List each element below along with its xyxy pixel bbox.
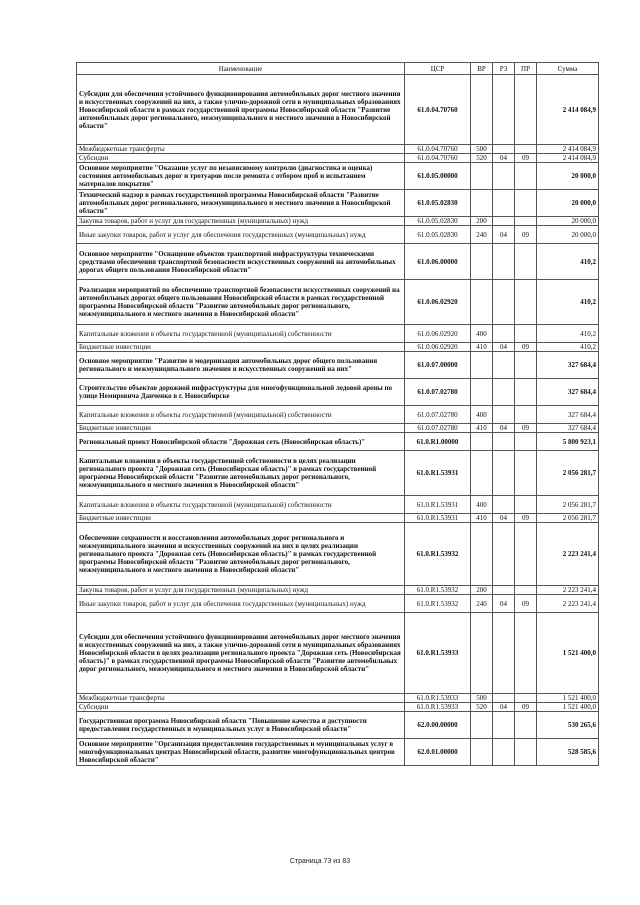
cell-csr: 61.0.07.02780 (405, 379, 471, 406)
cell-rz (493, 523, 515, 586)
cell-csr: 61.0.05.00000 (405, 163, 471, 190)
cell-pr: 09 (515, 514, 537, 523)
cell-csr: 61.0.R1.53933 (405, 703, 471, 712)
cell-rz (493, 75, 515, 145)
cell-rz (493, 451, 515, 496)
cell-csr: 61.0.05.02830 (405, 190, 471, 217)
cell-pr: 09 (515, 703, 537, 712)
cell-pr (515, 75, 537, 145)
cell-vr (471, 352, 493, 379)
table-row (77, 75, 599, 145)
cell-sum: 2 414 084,9 (537, 154, 599, 163)
cell-csr: 61.0.06.02920 (405, 343, 471, 352)
cell-rz: 04 (493, 514, 515, 523)
cell-pr (515, 325, 537, 343)
cell-csr: 61.0.R1.00000 (405, 433, 471, 451)
cell-vr: 520 (471, 154, 493, 163)
table-row (77, 586, 599, 595)
cell-vr (471, 244, 493, 280)
cell-pr (515, 244, 537, 280)
cell-name: Капитальные вложения в объекты государственной (муниципальной) собственности (77, 496, 405, 514)
cell-rz: 04 (493, 703, 515, 712)
cell-vr: 400 (471, 325, 493, 343)
cell-name: Строительство объектов дорожной инфраструктуры для многофункциональной ледовой арены по улице Немировича Данченко в г. Новосибирске (77, 379, 405, 406)
cell-rz: 04 (493, 424, 515, 433)
cell-name: Субсидии для обеспечения устойчивого функционирования автомобильных дорог местного значения и искусственных сооружений на них, а также улично-дорожной сети в муниципальных образованиях Новосибирской области в рамках государственной программы Новосибирской области "Развитие автомобильных дорог регионального, межмуниципального и местного значения в Новосибирской области" (77, 75, 405, 145)
cell-sum: 327 684,4 (537, 406, 599, 424)
cell-csr: 61.0.R1.53931 (405, 451, 471, 496)
cell-csr: 61.0.04.70760 (405, 75, 471, 145)
budget-table (76, 62, 599, 766)
cell-vr (471, 613, 493, 694)
cell-name: Бюджетные инвестиции (77, 343, 405, 352)
cell-csr: 61.0.R1.53933 (405, 613, 471, 694)
cell-sum: 2 223 241,4 (537, 586, 599, 595)
cell-vr: 400 (471, 406, 493, 424)
cell-sum: 1 521 400,0 (537, 694, 599, 703)
cell-name: Основное мероприятие "Оснащение объектов транспортной инфраструктуры техническими средствами обеспечения транспортной безопасности искусственных сооружений на автомобильных дорогах общего пользования Новосибирской области" (77, 244, 405, 280)
cell-vr: 200 (471, 586, 493, 595)
cell-pr (515, 190, 537, 217)
cell-vr: 410 (471, 514, 493, 523)
cell-name: Региональный проект Новосибирской области "Дорожная сеть (Новосибирская область)" (77, 433, 405, 451)
cell-pr (515, 739, 537, 766)
cell-sum: 528 585,6 (537, 739, 599, 766)
cell-rz (493, 379, 515, 406)
cell-vr: 200 (471, 217, 493, 226)
cell-rz (493, 280, 515, 325)
budget-table-container (76, 62, 598, 766)
table-row (77, 694, 599, 703)
cell-pr (515, 352, 537, 379)
cell-pr (515, 586, 537, 595)
cell-pr (515, 163, 537, 190)
cell-sum: 410,2 (537, 343, 599, 352)
table-row (77, 433, 599, 451)
cell-rz (493, 613, 515, 694)
cell-sum: 410,2 (537, 325, 599, 343)
cell-csr: 62.0.01.00000 (405, 739, 471, 766)
cell-sum: 20 000,0 (537, 226, 599, 244)
cell-vr: 410 (471, 424, 493, 433)
table-row (77, 406, 599, 424)
cell-sum: 1 521 400,0 (537, 703, 599, 712)
cell-rz (493, 352, 515, 379)
table-body (77, 75, 599, 766)
cell-csr: 61.0.07.02780 (405, 406, 471, 424)
cell-pr (515, 406, 537, 424)
cell-name: Основное мероприятие "Развитие и модернизация автомобильных дорог общего пользования регионального и межмуниципального значения и искусственных сооружений на них" (77, 352, 405, 379)
cell-vr (471, 433, 493, 451)
header-pr: ПР (515, 63, 537, 75)
cell-csr: 61.0.05.02830 (405, 217, 471, 226)
cell-sum: 20 000,0 (537, 163, 599, 190)
cell-pr: 09 (515, 226, 537, 244)
cell-csr: 61.0.04.70760 (405, 154, 471, 163)
cell-rz: 04 (493, 226, 515, 244)
cell-rz (493, 325, 515, 343)
table-row (77, 226, 599, 244)
cell-pr (515, 523, 537, 586)
cell-pr: 09 (515, 595, 537, 613)
cell-name: Реализация мероприятий по обеспечению транспортной безопасности искусственных сооружений на автомобильных дорогах общего пользования Новосибирской области в рамках государственной программы Новосибирской области "Развитие автомобильных дорог регионального, межмуниципального и местного значения в Новосибирской области" (77, 280, 405, 325)
cell-pr (515, 496, 537, 514)
cell-csr: 61.0.06.00000 (405, 244, 471, 280)
cell-sum: 20 000,0 (537, 217, 599, 226)
cell-csr: 61.0.07.00000 (405, 352, 471, 379)
table-row (77, 352, 599, 379)
cell-rz (493, 244, 515, 280)
header-vr: ВР (471, 63, 493, 75)
cell-csr: 61.0.R1.53932 (405, 595, 471, 613)
cell-sum: 327 684,4 (537, 379, 599, 406)
cell-name: Основное мероприятие "Организация предоставления государственных и муниципальных услуг в многофункциональных центрах Новосибирской области, развитие многофункциональных центров Новосибирской области" (77, 739, 405, 766)
cell-pr (515, 217, 537, 226)
cell-rz: 04 (493, 595, 515, 613)
cell-rz (493, 712, 515, 739)
cell-pr (515, 145, 537, 154)
cell-sum: 530 265,6 (537, 712, 599, 739)
cell-vr: 240 (471, 226, 493, 244)
cell-csr: 61.0.05.02830 (405, 226, 471, 244)
cell-name: Субсидии (77, 154, 405, 163)
table-row (77, 739, 599, 766)
table-row (77, 190, 599, 217)
cell-name: Бюджетные инвестиции (77, 514, 405, 523)
cell-name: Межбюджетные трансферты (77, 145, 405, 154)
cell-csr: 61.0.R1.53931 (405, 496, 471, 514)
table-header-row (77, 63, 599, 75)
cell-vr (471, 451, 493, 496)
cell-pr (515, 613, 537, 694)
cell-sum: 20 000,0 (537, 190, 599, 217)
cell-rz (493, 163, 515, 190)
table-row (77, 514, 599, 523)
cell-csr: 61.0.R1.53932 (405, 586, 471, 595)
table-row (77, 163, 599, 190)
cell-sum: 5 800 923,1 (537, 433, 599, 451)
cell-csr: 61.0.04.70760 (405, 145, 471, 154)
cell-vr: 400 (471, 496, 493, 514)
cell-sum: 2 056 281,7 (537, 451, 599, 496)
cell-pr (515, 433, 537, 451)
cell-vr (471, 163, 493, 190)
cell-vr (471, 739, 493, 766)
cell-vr: 500 (471, 145, 493, 154)
cell-rz (493, 217, 515, 226)
table-row (77, 244, 599, 280)
cell-pr: 09 (515, 154, 537, 163)
header-name: Наименование (77, 63, 405, 75)
table-row (77, 595, 599, 613)
cell-name: Основное мероприятие "Оказание услуг по независимому контролю (диагностика и оценка) состояния автомобильных дорог и тротуаров после ремонта с отбором проб и испытанием материалов покрытия" (77, 163, 405, 190)
cell-pr (515, 694, 537, 703)
cell-vr (471, 75, 493, 145)
table-row (77, 424, 599, 433)
table-row (77, 613, 599, 694)
page-number: Страница 73 из 83 (289, 858, 351, 865)
cell-name: Капитальные вложения в объекты государственной (муниципальной) собственности (77, 406, 405, 424)
cell-sum: 2 056 281,7 (537, 514, 599, 523)
cell-vr: 240 (471, 595, 493, 613)
cell-name: Иные закупки товаров, работ и услуг для обеспечения государственных (муниципальных) нужд (77, 226, 405, 244)
cell-rz (493, 694, 515, 703)
cell-name: Закупка товаров, работ и услуг для государственных (муниципальных) нужд (77, 586, 405, 595)
cell-name: Технический надзор в рамках государственной программы Новосибирской области "Развитие автомобильных дорог регионального, межмуниципального и местного значения в Новосибирской области" (77, 190, 405, 217)
cell-pr: 09 (515, 343, 537, 352)
cell-name: Бюджетные инвестиции (77, 424, 405, 433)
cell-csr: 61.0.06.02920 (405, 280, 471, 325)
table-row (77, 217, 599, 226)
cell-name: Капитальные вложения в объекты государственной собственности в целях реализации регионального проекта "Дорожная сеть (Новосибирская область)" в рамках государственной программы Новосибирской области "Развитие автомобильных дорог регионального, межмуниципального и местного значения в Новосибирской области" (77, 451, 405, 496)
header-csr: ЦСР (405, 63, 471, 75)
cell-sum: 410,2 (537, 280, 599, 325)
cell-sum: 327 684,4 (537, 424, 599, 433)
header-rz: РЗ (493, 63, 515, 75)
cell-sum: 1 521 400,0 (537, 613, 599, 694)
cell-sum: 327 684,4 (537, 352, 599, 379)
cell-sum: 410,2 (537, 244, 599, 280)
cell-pr (515, 280, 537, 325)
cell-rz: 04 (493, 154, 515, 163)
cell-vr (471, 379, 493, 406)
cell-vr: 410 (471, 343, 493, 352)
cell-rz (493, 406, 515, 424)
cell-csr: 61.0.R1.53933 (405, 694, 471, 703)
cell-pr (515, 379, 537, 406)
cell-pr: 09 (515, 424, 537, 433)
cell-name: Закупка товаров, работ и услуг для государственных (муниципальных) нужд (77, 217, 405, 226)
cell-rz (493, 496, 515, 514)
cell-vr: 520 (471, 703, 493, 712)
cell-vr (471, 712, 493, 739)
cell-name: Обеспечение сохранности и восстановления автомобильных дорог регионального и межмуниципального значения и искусственных сооружений на них в целях реализации регионального проекта "Дорожная сеть (Новосибирская область)" в рамках государственной программы Новосибирской области "Развитие автомобильных дорог регионального, межмуниципального и местного значения в Новосибирской области" (77, 523, 405, 586)
cell-sum: 2 414 084,9 (537, 75, 599, 145)
cell-sum: 2 414 084,9 (537, 145, 599, 154)
cell-sum: 2 223 241,4 (537, 595, 599, 613)
cell-vr: 500 (471, 694, 493, 703)
cell-rz: 04 (493, 343, 515, 352)
cell-csr: 62.0.00.00000 (405, 712, 471, 739)
table-row (77, 496, 599, 514)
cell-rz (493, 433, 515, 451)
table-row (77, 280, 599, 325)
cell-pr (515, 712, 537, 739)
table-row (77, 712, 599, 739)
table-row (77, 145, 599, 154)
cell-csr: 61.0.R1.53932 (405, 523, 471, 586)
cell-rz (493, 190, 515, 217)
cell-name: Капитальные вложения в объекты государственной (муниципальной) собственности (77, 325, 405, 343)
cell-name: Субсидии (77, 703, 405, 712)
cell-pr (515, 451, 537, 496)
cell-name: Межбюджетные трансферты (77, 694, 405, 703)
table-row (77, 325, 599, 343)
cell-rz (493, 739, 515, 766)
cell-sum: 2 056 281,7 (537, 496, 599, 514)
cell-name: Государственная программа Новосибирской области "Повышение качества и доступности предоставления государственных и муниципальных услуг в Новосибирской области" (77, 712, 405, 739)
cell-rz (493, 145, 515, 154)
cell-vr (471, 190, 493, 217)
cell-name: Иные закупки товаров, работ и услуг для обеспечения государственных (муниципальных) нужд (77, 595, 405, 613)
table-row (77, 523, 599, 586)
table-row (77, 343, 599, 352)
cell-csr: 61.0.R1.53931 (405, 514, 471, 523)
table-row (77, 451, 599, 496)
cell-vr (471, 280, 493, 325)
header-sum: Сумма (537, 63, 599, 75)
cell-vr (471, 523, 493, 586)
table-row (77, 379, 599, 406)
cell-sum: 2 223 241,4 (537, 523, 599, 586)
cell-rz (493, 586, 515, 595)
table-row (77, 154, 599, 163)
table-row (77, 703, 599, 712)
cell-name: Субсидии для обеспечения устойчивого функционирования автомобильных дорог местного значения и искусственных сооружений на них, а также улично-дорожной сети в муниципальных образованиях Новосибирской области в целях реализации регионального проекта "Дорожная сеть (Новосибирская область)" в рамках государственной программы Новосибирской области "Развитие автомобильных дорог регионального, межмуниципального и местного значения в Новосибирской области" (77, 613, 405, 694)
cell-csr: 61.0.07.02780 (405, 424, 471, 433)
cell-csr: 61.0.06.02920 (405, 325, 471, 343)
